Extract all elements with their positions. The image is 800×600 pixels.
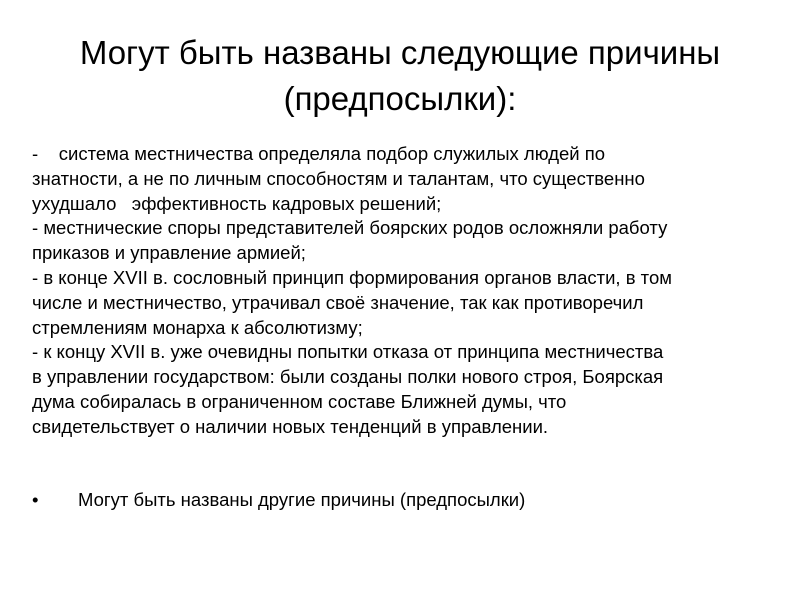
cause-line: знатности, а не по личным способностям и талантам, что существенно <box>32 167 645 189</box>
cause-line: свидетельствует о наличии новых тенденций в управлении. <box>32 415 549 437</box>
title-line-1: Могут быть названы следующие причины <box>79 34 721 71</box>
dash-marker: - <box>32 266 44 288</box>
cause-line: - в конце XVII в. сословный принцип формирования органов власти, в том <box>32 266 672 288</box>
cause-line: ухудшало эффективность кадровых решений; <box>32 192 442 214</box>
cause-item <box>32 142 762 216</box>
cause-item <box>32 340 762 439</box>
cause-item <box>32 266 762 340</box>
bullet-text: Могут быть названы другие причины (предпосылки) <box>78 489 526 510</box>
cause-line: - система местничества определяла подбор служилых людей по <box>32 143 606 164</box>
dash-marker: - <box>32 143 59 164</box>
title-line-2: (предпосылки): <box>283 80 517 117</box>
cause-line: - к концу XVII в. уже очевидны попытки отказа от принципа местничества <box>32 341 664 363</box>
dash-marker: - <box>32 341 44 363</box>
slide-title <box>40 30 760 122</box>
cause-line: стремлениям монарха к абсолютизму; <box>32 316 363 338</box>
slide-body <box>32 142 762 440</box>
cause-line: - местнические споры представителей боярских родов осложняли работу <box>32 217 668 239</box>
cause-line: в управлении государством: были созданы полки нового строя, Боярская <box>32 366 664 388</box>
cause-item <box>32 216 762 266</box>
cause-line: дума собиралась в ограниченном составе Ближней думы, что <box>32 390 567 412</box>
bullet-icon: • <box>32 489 39 510</box>
cause-line: числе и местничество, утрачивал своё значение, так как противоречил <box>32 291 644 313</box>
dash-marker: - <box>32 217 44 239</box>
bullet-item <box>32 488 762 513</box>
cause-line: приказов и управление армией; <box>32 242 306 264</box>
